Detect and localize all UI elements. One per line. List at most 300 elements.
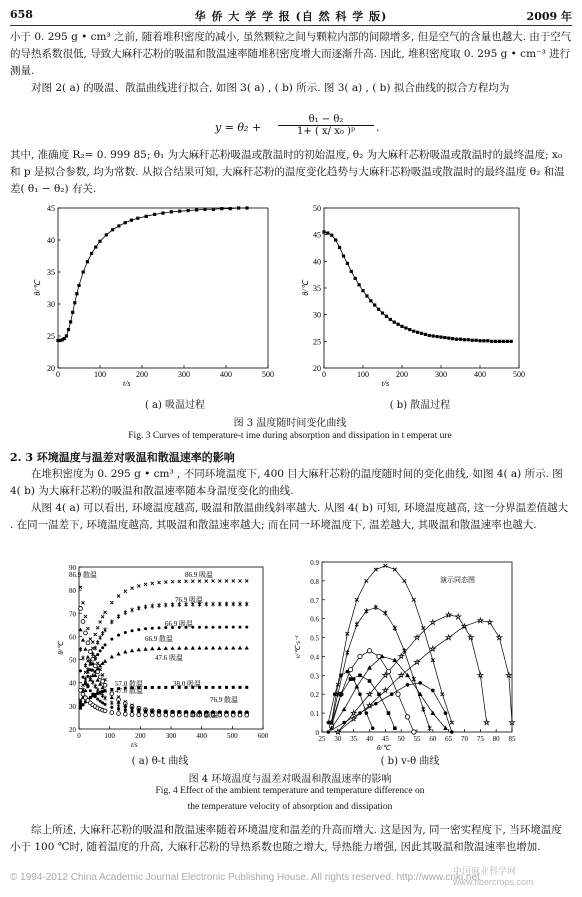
series-point bbox=[96, 698, 99, 701]
data-point bbox=[428, 334, 431, 337]
series-point bbox=[238, 713, 242, 717]
y-tick-label: 35 bbox=[313, 284, 321, 293]
series-point bbox=[358, 692, 362, 696]
data-point bbox=[117, 224, 120, 227]
data-point bbox=[86, 260, 89, 263]
series-point bbox=[164, 581, 167, 584]
data-point bbox=[354, 277, 357, 280]
data-point bbox=[75, 292, 78, 295]
series-point bbox=[84, 631, 88, 635]
equation-denominator: 1+ ( x/ x₀ )ᵖ bbox=[297, 126, 355, 137]
section-2-3-heading: 2. 3 环境温度与温差对吸温和散温速率的影响 bbox=[10, 451, 235, 464]
series-point bbox=[104, 703, 107, 706]
series-point bbox=[84, 663, 87, 668]
series-point bbox=[177, 713, 181, 717]
series-point bbox=[396, 692, 400, 696]
series-point bbox=[96, 670, 100, 674]
data-point bbox=[90, 252, 93, 255]
data-point bbox=[400, 325, 403, 328]
data-point bbox=[212, 208, 215, 211]
series-point bbox=[84, 681, 87, 684]
data-point bbox=[424, 333, 427, 336]
y-tick-label: 20 bbox=[69, 726, 76, 734]
series-point bbox=[239, 626, 242, 629]
series-point bbox=[150, 713, 154, 717]
series-point bbox=[104, 695, 107, 700]
page-number: 658 bbox=[10, 8, 33, 21]
series-point bbox=[131, 587, 134, 590]
series-point bbox=[151, 686, 154, 689]
data-point bbox=[65, 334, 68, 337]
x-tick-label: 55 bbox=[413, 735, 421, 743]
series-point bbox=[205, 580, 208, 583]
series-point bbox=[239, 602, 242, 607]
series-point bbox=[86, 659, 89, 662]
x-tick-label: 300 bbox=[435, 370, 447, 379]
data-point bbox=[369, 299, 372, 302]
series-point bbox=[198, 626, 201, 629]
equation-period: . bbox=[376, 121, 380, 134]
x-tick-label: 45 bbox=[381, 735, 389, 743]
series-point bbox=[403, 579, 407, 583]
data-point bbox=[443, 336, 446, 339]
series-point bbox=[110, 700, 113, 705]
data-point bbox=[170, 210, 173, 213]
series-point bbox=[84, 615, 87, 618]
data-point bbox=[82, 270, 85, 273]
series-point bbox=[232, 579, 235, 582]
series-point bbox=[81, 638, 85, 642]
data-point bbox=[510, 340, 513, 343]
series-point bbox=[94, 655, 97, 658]
series-point bbox=[171, 602, 174, 607]
curve-annotation: 47.6 吸温 bbox=[155, 654, 183, 662]
series-point bbox=[96, 640, 99, 645]
series-point bbox=[393, 568, 397, 572]
series-point bbox=[110, 619, 113, 624]
watermark-line-2: www.fibercrops.com bbox=[453, 877, 534, 887]
series-point bbox=[117, 594, 120, 597]
series-point bbox=[218, 713, 222, 717]
series-point bbox=[384, 564, 388, 568]
data-point bbox=[420, 332, 423, 335]
series-point bbox=[393, 726, 397, 730]
y-tick-label: 50 bbox=[313, 204, 321, 213]
fig3b-label: ( b) 散温过程 bbox=[389, 400, 451, 411]
series-point bbox=[368, 679, 372, 683]
series-point bbox=[177, 646, 181, 650]
series-point bbox=[104, 611, 107, 614]
x-tick-label: 25 bbox=[318, 735, 326, 743]
x-tick-label: 0 bbox=[56, 370, 60, 379]
x-axis-label: t/s bbox=[381, 379, 390, 388]
series-point bbox=[367, 649, 371, 653]
year: 2009 年 bbox=[526, 10, 572, 23]
series-point bbox=[225, 686, 228, 689]
data-point bbox=[459, 338, 462, 341]
series-point bbox=[374, 702, 378, 706]
series-point bbox=[456, 614, 461, 619]
data-point bbox=[486, 339, 489, 342]
fig4a-label: ( a) θ-t 曲线 bbox=[131, 756, 189, 767]
series-point bbox=[327, 730, 331, 734]
series-point bbox=[218, 686, 221, 689]
series-point bbox=[184, 713, 188, 717]
y-tick-label: 20 bbox=[313, 364, 321, 373]
series-point bbox=[352, 677, 356, 681]
series-point bbox=[239, 579, 242, 582]
data-point bbox=[124, 221, 127, 224]
series-point bbox=[157, 646, 161, 650]
data-point bbox=[451, 337, 454, 340]
data-point bbox=[220, 207, 223, 210]
data-point bbox=[404, 326, 407, 329]
x-tick-label: 100 bbox=[94, 370, 106, 379]
series-point bbox=[81, 703, 84, 706]
series-point bbox=[374, 568, 378, 572]
series-point bbox=[346, 670, 350, 674]
data-point bbox=[136, 217, 139, 220]
series-point bbox=[171, 713, 175, 717]
series-point bbox=[405, 715, 409, 719]
header-rule bbox=[10, 25, 572, 26]
series-point bbox=[412, 598, 416, 602]
series-point bbox=[406, 683, 410, 687]
series-point bbox=[110, 655, 114, 659]
series-point bbox=[412, 730, 416, 734]
x-tick-label: 200 bbox=[396, 370, 408, 379]
fig4a-chart bbox=[55, 563, 270, 751]
data-point bbox=[361, 289, 364, 292]
series-point bbox=[365, 711, 369, 715]
series-point bbox=[123, 650, 127, 654]
data-point bbox=[478, 339, 481, 342]
series-point bbox=[124, 709, 127, 712]
x-tick-label: 100 bbox=[357, 370, 369, 379]
y-tick-label: 40 bbox=[69, 679, 76, 688]
series-point bbox=[81, 676, 84, 679]
y-tick-label: 45 bbox=[47, 204, 55, 213]
series-point bbox=[197, 646, 201, 650]
x-tick-label: 50 bbox=[397, 735, 405, 743]
data-point bbox=[436, 335, 439, 338]
series-point bbox=[412, 676, 416, 682]
series-point bbox=[218, 579, 221, 582]
fig4-caption-en-2: the temperature velocity of absorption and dissipation bbox=[187, 802, 393, 812]
data-point bbox=[412, 330, 415, 333]
series-point bbox=[131, 607, 134, 612]
series-point bbox=[198, 580, 201, 583]
data-point bbox=[187, 209, 190, 212]
series-point bbox=[205, 602, 208, 607]
y-tick-label: 30 bbox=[69, 702, 76, 711]
data-point bbox=[475, 339, 478, 342]
series-point bbox=[117, 708, 120, 711]
x-tick-label: 400 bbox=[474, 370, 486, 379]
series-point bbox=[99, 620, 102, 623]
series-point bbox=[191, 646, 195, 650]
y-tick-label: 30 bbox=[313, 310, 321, 320]
running-header bbox=[10, 6, 572, 24]
data-point bbox=[245, 206, 248, 209]
series-point bbox=[333, 692, 337, 696]
curve-annotation: 76.9 散温 bbox=[210, 696, 238, 704]
series-point bbox=[358, 711, 362, 715]
series-point bbox=[144, 686, 147, 689]
data-point bbox=[67, 328, 70, 331]
series-point bbox=[178, 580, 181, 583]
series-point bbox=[101, 679, 105, 683]
series-point bbox=[239, 686, 242, 689]
series-point bbox=[365, 579, 369, 583]
series-point bbox=[450, 730, 454, 734]
series-point bbox=[232, 602, 235, 607]
y-tick-label: 0 bbox=[315, 729, 319, 737]
y-tick-label: 40 bbox=[313, 257, 321, 267]
series-point bbox=[110, 711, 114, 715]
series-point bbox=[117, 712, 121, 716]
series-point bbox=[245, 602, 248, 607]
series-point bbox=[444, 711, 448, 715]
series-point bbox=[91, 641, 94, 644]
copyright-line: © 1994-2012 China Academic Journal Electronic Publishing House. All rights reserved. http://www.cnki.net bbox=[10, 872, 480, 883]
y-tick-label: 45 bbox=[313, 230, 321, 240]
x-tick-label: 75 bbox=[476, 735, 484, 743]
data-point bbox=[408, 328, 411, 331]
fit-curve bbox=[58, 208, 247, 340]
data-point bbox=[195, 208, 198, 211]
equation-numerator: θ₁ − θ₂ bbox=[278, 114, 374, 126]
series-point bbox=[428, 725, 432, 731]
series-point bbox=[224, 646, 228, 650]
series-point bbox=[371, 726, 375, 730]
series-point bbox=[171, 580, 174, 583]
data-point bbox=[482, 339, 485, 342]
data-point bbox=[397, 323, 400, 326]
series-point bbox=[98, 675, 102, 679]
series-point bbox=[110, 601, 113, 604]
y-tick-label: 30 bbox=[47, 300, 55, 309]
data-point bbox=[377, 308, 380, 311]
data-point bbox=[432, 334, 435, 337]
equation-lhs: y = θ₂ + bbox=[215, 121, 262, 134]
data-point bbox=[338, 246, 341, 249]
series-point bbox=[212, 626, 215, 629]
series-point bbox=[117, 634, 120, 637]
data-point bbox=[365, 294, 368, 297]
series-point bbox=[205, 626, 208, 629]
data-point bbox=[111, 228, 114, 231]
y-axis-label: v/℃·s⁻¹ bbox=[294, 635, 302, 659]
x-axis-label: t/s bbox=[131, 741, 138, 749]
data-point bbox=[494, 340, 497, 343]
curve-annotation: 66.9 吸温 bbox=[165, 620, 193, 628]
series-point bbox=[330, 721, 334, 725]
data-point bbox=[342, 254, 345, 257]
y-tick-label: 0.8 bbox=[310, 577, 319, 586]
x-tick-label: 35 bbox=[350, 735, 358, 743]
plot-frame bbox=[324, 208, 519, 368]
series-point bbox=[245, 646, 249, 650]
series-point bbox=[170, 646, 174, 650]
data-point bbox=[416, 331, 419, 334]
y-tick-label: 0.9 bbox=[310, 559, 319, 567]
series-point bbox=[245, 713, 249, 717]
series-point bbox=[101, 646, 104, 649]
series-point bbox=[349, 677, 353, 681]
paragraph-2: 对图 2( a) 的吸温、散温曲线进行拟合, 如图 3( a) , ( b) 所示. 图 3( a) , ( b) 拟合曲线的拟合方程均为 bbox=[31, 82, 510, 94]
y-tick-label: 35 bbox=[47, 268, 55, 277]
series-point bbox=[431, 689, 435, 693]
y-tick-label: 0.5 bbox=[310, 634, 319, 643]
data-point bbox=[237, 206, 240, 209]
y-tick-label: 40 bbox=[47, 236, 55, 245]
data-point bbox=[385, 315, 388, 318]
series-point bbox=[99, 700, 102, 703]
series-point bbox=[131, 629, 134, 632]
series-point bbox=[191, 580, 194, 583]
series-point bbox=[124, 590, 127, 593]
x-tick-label: 200 bbox=[135, 732, 146, 740]
series-point bbox=[81, 601, 84, 604]
series-point bbox=[86, 685, 89, 688]
series-point bbox=[144, 627, 147, 630]
curve-annotation: 76.9 吸温 bbox=[175, 596, 203, 604]
series-point bbox=[96, 653, 99, 656]
fit-curve bbox=[324, 232, 511, 341]
series-point bbox=[386, 669, 390, 673]
series-point bbox=[79, 669, 82, 672]
series-point bbox=[339, 692, 343, 696]
y-tick-label: 0.7 bbox=[310, 596, 319, 605]
series-point bbox=[358, 674, 362, 678]
equation-fraction bbox=[278, 114, 374, 137]
series-point bbox=[245, 579, 248, 582]
series-point bbox=[164, 713, 168, 717]
plot-frame bbox=[79, 567, 263, 729]
fig4-caption: 图 4 环境温度与温差对吸温和散温速率的影响 bbox=[188, 774, 392, 785]
data-point bbox=[350, 270, 353, 273]
series-point bbox=[88, 650, 92, 654]
data-point bbox=[447, 337, 450, 340]
series-point bbox=[218, 626, 221, 629]
paragraph-3: 其中, 准确度 R₂= 0. 999 85; θ₁ 为大麻秆芯粉吸温或散温时的初始温度, θ₂ 为大麻秆芯粉吸温或散温时的最终温度; x₀ 和 p 是拟合参数, 均为常数. 从拟合结果可知, 大麻秆芯粉的温度变化趋势与大麻秆芯粉吸温或散温时的最终温度 θ₂ 和温差( θ₁ − θ₂) 有关. bbox=[10, 149, 565, 195]
series-point bbox=[342, 721, 346, 725]
series-point bbox=[327, 721, 331, 725]
series-point bbox=[157, 713, 161, 717]
series-point bbox=[79, 688, 83, 692]
fig3b-chart bbox=[300, 200, 530, 395]
series-point bbox=[137, 606, 140, 611]
series-point bbox=[390, 692, 394, 696]
series-point bbox=[101, 631, 104, 636]
x-tick-label: 200 bbox=[136, 370, 148, 379]
series-point bbox=[387, 711, 391, 715]
series-point bbox=[151, 604, 154, 609]
data-point bbox=[381, 311, 384, 314]
watermark-line-1: 中国麻业科学网 bbox=[453, 866, 517, 876]
y-tick-label: 60 bbox=[69, 633, 76, 642]
data-point bbox=[490, 340, 493, 343]
series-point bbox=[91, 692, 94, 695]
series-point bbox=[446, 612, 451, 617]
series-point bbox=[143, 647, 147, 651]
fig4b-label: ( b) v-θ 曲线 bbox=[380, 756, 440, 767]
series-point bbox=[418, 681, 422, 685]
y-tick-label: 25 bbox=[47, 332, 55, 341]
fig4-caption-en-1: Fig. 4 Effect of the ambient temperature and temperature difference on bbox=[155, 786, 425, 796]
series-point bbox=[86, 655, 90, 659]
series-point bbox=[79, 707, 82, 710]
x-tick-label: 100 bbox=[104, 732, 115, 740]
series-point bbox=[96, 626, 99, 629]
series-point bbox=[374, 605, 378, 611]
series-point bbox=[225, 626, 228, 629]
x-tick-label: 40 bbox=[366, 735, 373, 743]
series-point bbox=[164, 686, 167, 689]
data-point bbox=[330, 234, 333, 237]
series-point bbox=[144, 713, 148, 717]
x-tick-label: 65 bbox=[445, 735, 453, 743]
series-point bbox=[101, 615, 104, 618]
series-point bbox=[484, 720, 489, 725]
series-point bbox=[94, 695, 97, 698]
series-point bbox=[185, 580, 188, 583]
data-point bbox=[71, 311, 74, 314]
y-tick-label: 0.1 bbox=[310, 710, 319, 719]
series-line bbox=[332, 607, 430, 728]
x-tick-label: 500 bbox=[227, 732, 238, 740]
paragraph-6: 综上所述, 大麻秆芯粉的吸温和散温速率随着环境温度和温差的升高而增大. 这是因为, 同一密实程度下, 当环境温度小于 100 ℃时, 随着温度的升高, 大麻秆芯粉的导热系数也随之增大, 导热能力增强, 因此其吸温和散温速率也增加. bbox=[10, 824, 562, 853]
y-tick-label: 80 bbox=[69, 587, 76, 596]
series-point bbox=[124, 631, 127, 634]
series-point bbox=[346, 650, 350, 656]
series-point bbox=[487, 620, 492, 625]
series-point bbox=[225, 602, 228, 607]
series-point bbox=[212, 602, 215, 607]
series-point bbox=[137, 628, 140, 631]
data-point bbox=[346, 262, 349, 265]
data-point bbox=[203, 208, 206, 211]
series-point bbox=[238, 646, 242, 650]
series-point bbox=[422, 626, 426, 630]
legend-annotation: 演示同态图 bbox=[440, 576, 475, 584]
fig3a-label: ( a) 吸温过程 bbox=[144, 400, 206, 411]
series-point bbox=[225, 713, 229, 717]
series-point bbox=[158, 603, 161, 608]
series-point bbox=[94, 633, 97, 636]
x-tick-label: 60 bbox=[429, 735, 437, 743]
series-point bbox=[184, 646, 188, 650]
data-point bbox=[334, 238, 337, 241]
series-point bbox=[104, 627, 107, 632]
series-point bbox=[93, 664, 97, 668]
data-point bbox=[326, 231, 329, 234]
series-point bbox=[205, 686, 208, 689]
data-point bbox=[178, 210, 181, 213]
data-point bbox=[455, 338, 458, 341]
series-point bbox=[89, 638, 92, 641]
series-point bbox=[130, 648, 134, 652]
watermark bbox=[453, 866, 534, 888]
series-point bbox=[151, 627, 154, 630]
data-point bbox=[502, 340, 505, 343]
data-point bbox=[322, 230, 325, 233]
series-point bbox=[151, 582, 154, 585]
series-point bbox=[94, 684, 97, 689]
series-point bbox=[110, 706, 113, 709]
series-point bbox=[83, 647, 87, 651]
